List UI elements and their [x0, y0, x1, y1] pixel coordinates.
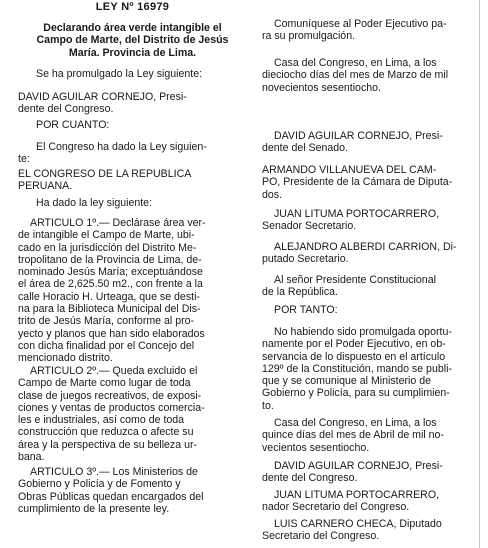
page-edge-divider: [479, 0, 480, 548]
signature-congress-secretary: [262, 489, 480, 514]
paragraph-line: novecientos sesentiocho.: [262, 81, 381, 94]
article-line: construcción que reduzca o afecte su: [18, 426, 194, 439]
signature-line: dente del Congreso.: [262, 472, 358, 485]
no-habiendo-text: [262, 326, 480, 412]
article-line: cado en la jurisdicción del Distrito Me-: [18, 241, 197, 254]
paragraph-line: No habiendo sido promulgada oportu-: [274, 326, 452, 338]
signature-camara-president: [262, 164, 480, 201]
promulgation-text: Se ha promulgado la Ley siguiente:: [36, 68, 203, 80]
signature-line: DAVID AGUILAR CORNEJO, Presi-: [274, 130, 443, 142]
article-line: Gobierno y Policía y de Fomento y: [18, 478, 181, 491]
signature-line: ARMANDO VILLANUEVA DEL CAM-: [262, 164, 437, 176]
article-3: [18, 466, 247, 515]
article-line: nominado Jesús María; exceptuándose: [18, 266, 203, 279]
article-line: les e industriales, así como de toda: [18, 414, 185, 427]
paragraph-line: El Congreso ha dado la Ley siguien-: [36, 141, 207, 153]
paragraph-line: que y se comunique al Ministerio de: [262, 375, 432, 388]
paragraph-line: te:: [18, 153, 30, 166]
heading-line: EL CONGRESO DE LA REPUBLICA: [18, 168, 192, 180]
signature-line: DAVID AGUILAR CORNEJO, Presi-: [274, 460, 443, 472]
paragraph-line: de la República.: [262, 286, 338, 299]
article-line: ARTICULO 1º.— Declárase área ver-: [30, 217, 206, 229]
signature-line: JUAN LITUMA PORTOCARRERO,: [274, 208, 440, 220]
president-signature: [18, 91, 247, 116]
signature-congress-deputy-secretary: [262, 518, 480, 543]
article-line: clase de juegos recreativos, de exposi-: [18, 389, 202, 402]
paragraph-line: ra su promulgación.: [262, 30, 356, 43]
congreso-dado-text: [18, 141, 247, 166]
article-line: na para la Biblioteca Municipal del Dis-: [18, 303, 201, 316]
law-headline: [18, 22, 247, 59]
por-tanto-heading: POR TANTO:: [274, 304, 338, 316]
signature-line: dente del Congreso.: [18, 103, 114, 116]
casa-congreso-march: [262, 57, 480, 94]
article-line: calle Horacio H. Urteaga, que se desti-: [18, 290, 200, 303]
signature-line: PO, Presidente de la Cámara de Diputa-: [262, 176, 453, 189]
article-line: de intangible el Campo de Marte, ubi-: [18, 229, 195, 242]
paragraph-line: Comuníquese al Poder Ejecutivo pa-: [274, 18, 447, 30]
paragraph-line: namente por el Poder Ejecutivo, en ob-: [262, 338, 446, 351]
signature-senate-president: [262, 130, 480, 155]
paragraph-line: Casa del Congreso, en Lima, a los: [274, 57, 437, 69]
signature-line: JUAN LITUMA PORTOCARRERO,: [274, 489, 440, 501]
article-1: [18, 217, 247, 365]
casa-congreso-april: [262, 417, 480, 454]
signature-line: ALEJANDRO ALBERDI CARRION, Di-: [274, 241, 457, 253]
article-line: yecto y planos que han sido elaborados: [18, 327, 205, 340]
paragraph-line: servancia de lo dispuesto en el artículo: [262, 350, 446, 363]
paragraph-line: quince días del mes de Abril de mil no-: [262, 429, 444, 442]
article-2: [18, 365, 247, 463]
article-line: cumplimiento de la presente ley.: [18, 502, 170, 515]
paragraph-line: Casa del Congreso, en Lima, a los: [274, 417, 437, 429]
congreso-republica-heading: [18, 168, 247, 193]
addressee-text: [262, 274, 480, 299]
paragraph-line: Gobierno y Policía, para su cumplimien-: [262, 387, 450, 400]
article-line: el área de 2,625.50 m2., con frente a la: [18, 278, 203, 291]
headline-line: Campo de Marte, del Distrito de Jesús: [36, 34, 229, 47]
comuniquese-text: [262, 18, 480, 43]
article-line: ciones y ventas de productos comercia-: [18, 401, 205, 414]
article-line: ARTICULO 3º.— Los Ministerios de: [30, 466, 198, 478]
paragraph-line: Al señor Presidente Constitucional: [274, 274, 436, 286]
law-number: LEY Nº 16979: [95, 1, 170, 13]
headline-line: Declarando área verde intangible el: [43, 22, 222, 34]
signature-line: Senador Secretario.: [262, 220, 357, 233]
signature-deputy-secretary: [262, 241, 480, 266]
signature-congress-president: [262, 460, 480, 485]
paragraph-line: 129º de la Constitución, mando se publi-: [262, 362, 452, 375]
article-line: área y la perspectiva de su belleza ur-: [18, 438, 198, 451]
paragraph-line: to.: [262, 399, 274, 412]
signature-line: DAVID AGUILAR CORNEJO, Presi-: [18, 91, 187, 103]
signature-line: putado Secretario.: [262, 253, 349, 266]
paragraph-line: vecientos sesentiocho.: [262, 441, 370, 454]
article-line: mencionado distrito.: [18, 352, 113, 365]
signature-line: LUIS CARNERO CHECA, Diputado: [274, 518, 442, 530]
article-line: Obras Públicas quedan encargados del: [18, 490, 204, 503]
ha-dado-text: Ha dado la ley siguiente:: [36, 197, 153, 209]
article-line: trito de Jesús María, conforme al pro-: [18, 315, 195, 328]
headline-line: María. Provincia de Lima.: [68, 46, 197, 59]
signature-senate-secretary: [262, 208, 480, 233]
article-line: Campo de Marte como lugar de toda: [18, 377, 191, 390]
signature-line: dos.: [262, 188, 283, 201]
article-line: tropolitano de la Provincia de Lima, de-: [18, 253, 202, 266]
signature-line: dente del Senado.: [262, 142, 349, 155]
por-cuanto-heading: POR CUANTO:: [36, 119, 110, 131]
paragraph-line: dieciocho días del mes de Marzo de mil: [262, 69, 449, 82]
heading-line: PERUANA.: [18, 180, 73, 193]
article-line: ARTICULO 2º.— Queda excluido el: [30, 365, 198, 377]
article-line: bana.: [18, 451, 45, 464]
article-line: con dicha finalidad por el Concejo del: [18, 339, 195, 352]
signature-line: nador Secretario del Congreso.: [262, 501, 410, 514]
signature-line: Secretario del Congreso.: [262, 530, 380, 543]
